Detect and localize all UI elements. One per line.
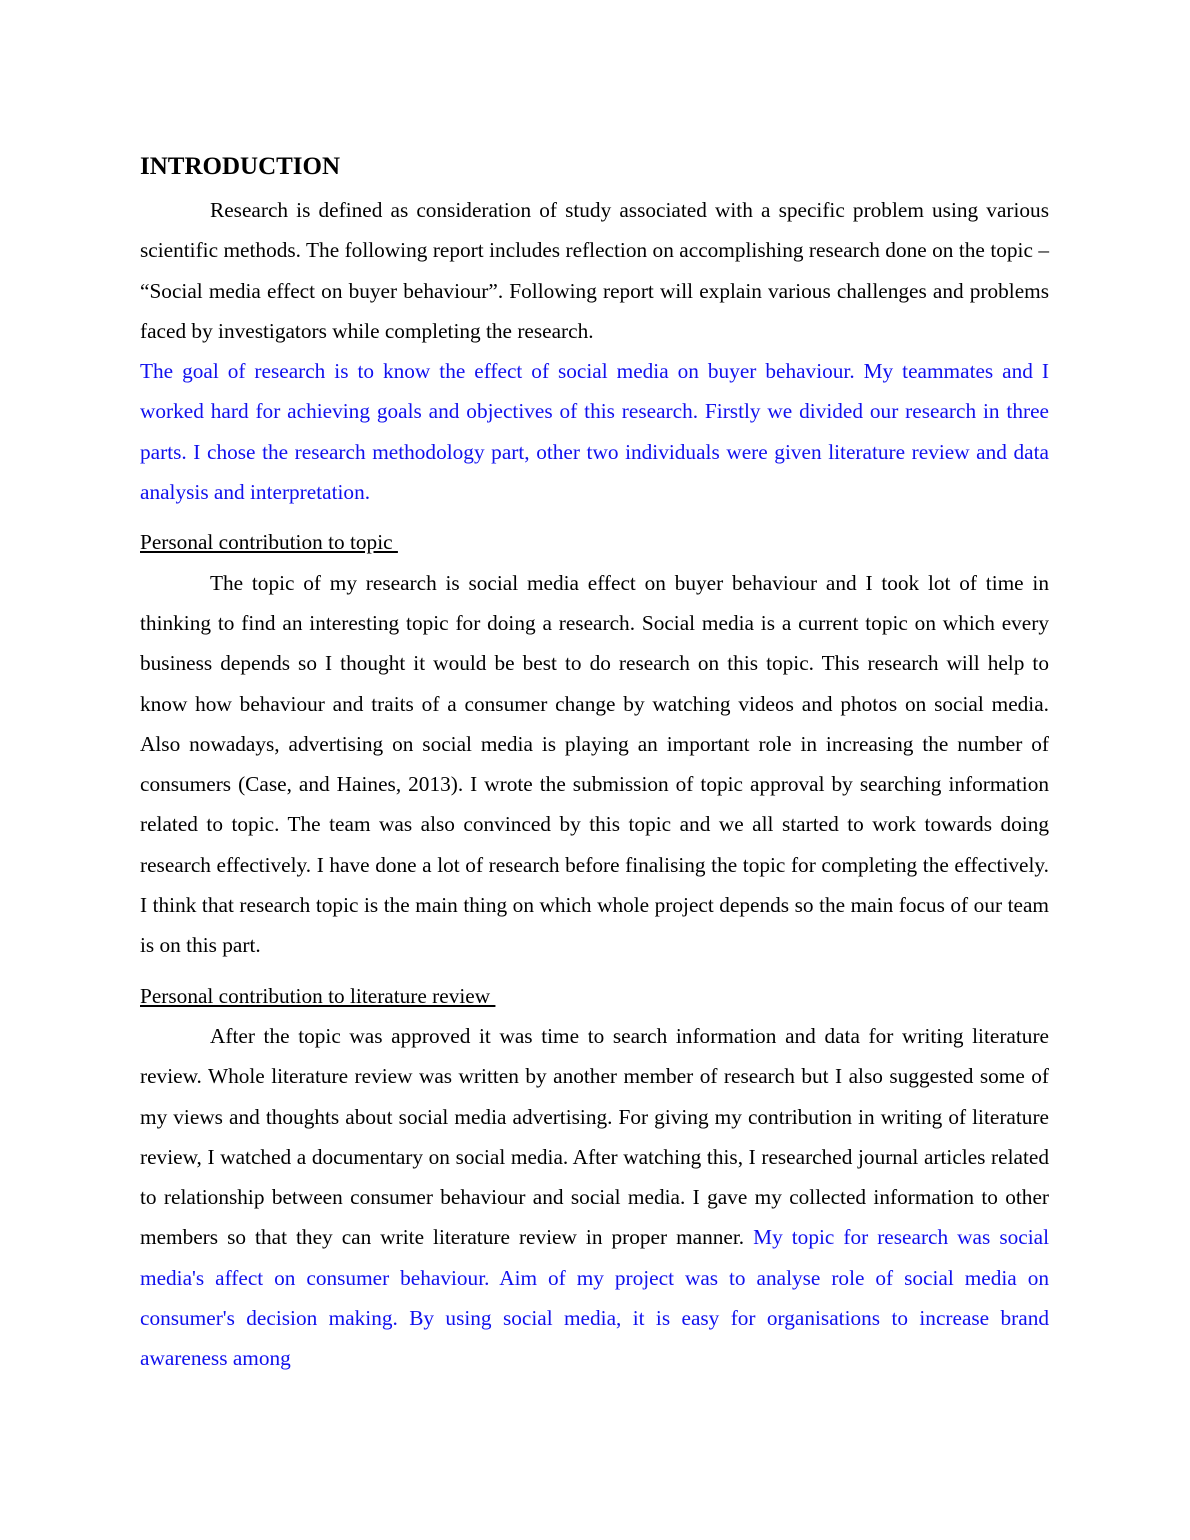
section-body-literature-review (140, 1016, 1049, 1379)
literature-review-text: After the topic was approved it was time to search information and data for writing literature review. Whole literature review was written by another member of research but I also suggested some of my views and thoughts about social media advertising. For giving my contribution in writing of literature review, I watched a documentary on social media. After watching this, I researched journal articles related to relationship between consumer behaviour and social media. I gave my collected information to other members so that they can write literature review in proper manner. (140, 1023, 1049, 1250)
section-body-topic: The topic of my research is social media effect on buyer behaviour and I took lot of time in thinking to find an interesting topic for doing a research. Social media is a current topic on which every business depends so I thought it would be best to do research on this topic. This research will help to know how behaviour and traits of a consumer change by watching videos and photos on social media. Also nowadays, advertising on social media is playing an important role in increasing the number of consumers (Case, and Haines, 2013). I wrote the submission of topic approval by searching information related to topic. The team was also convinced by this topic and we all started to work towards doing research effectively. I have done a lot of research before finalising the topic for completing the effectively. I think that research topic is the main thing on which whole project depends so the main focus of our team is on this part. (140, 570, 1049, 958)
intro-highlight-paragraph: The goal of research is to know the effect of social media on buyer behaviour. My teammates and I worked hard for achieving goals and objectives of this research. Firstly we divided our research in three parts. I chose the research methodology part, other two individuals were given literature review and data analysis and interpretation. (140, 359, 1049, 505)
page-title: INTRODUCTION (140, 153, 341, 180)
section-heading-literature-review: Personal contribution to literature review (140, 983, 496, 1008)
literature-review-highlight: My topic for research was social media's affect on consumer behaviour. Aim of my project was to analyse role of social media on consumer's decision making. By using social media, it is easy for organisations to increase brand awareness among (140, 1225, 1049, 1371)
section-heading-topic: Personal contribution to topic (140, 530, 398, 555)
document-page (140, 148, 1049, 1379)
intro-paragraph: Research is defined as consideration of study associated with a specific problem using various scientific methods. The following report includes reflection on accomplishing research done on the topic – “Social media effect on buyer behaviour”. Following report will explain various challenges and problems faced by investigators while completing the research. (140, 198, 1049, 343)
